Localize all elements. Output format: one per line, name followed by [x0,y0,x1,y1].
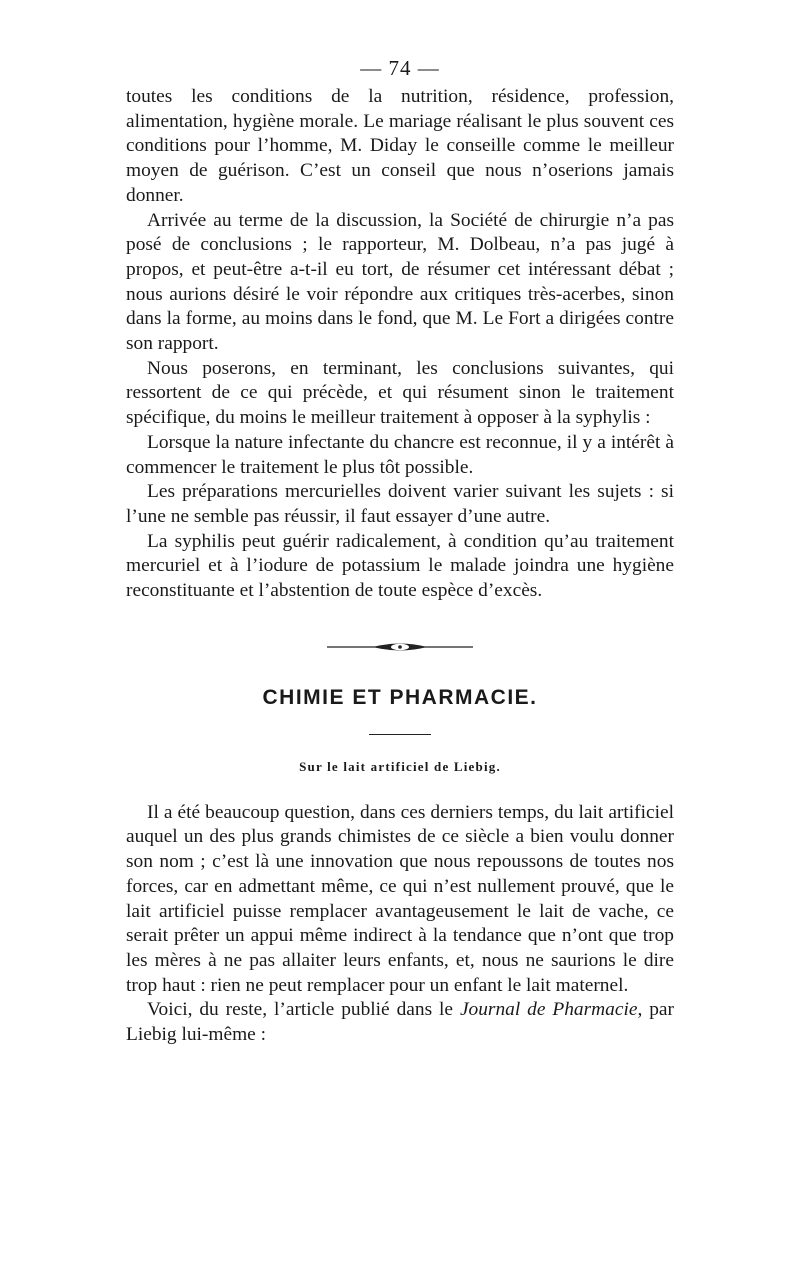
title-rule [369,734,431,735]
paragraph-discussion: Arrivée au terme de la discussion, la Société de chirurgie n’a pas posé de conclusions ; le rapporteur, M. Dolbeau, n’a pas jugé à propos, et peut-être a-t-il eu tort, de résumer cet intéressant débat ; nous aurions désiré le voir répondre aux critiques très-acerbes, sinon dans la forme, au moins dans le fond, que M. Le Fort a dirigées contre son rapport. [126,209,674,355]
page-number: — 74 — [360,56,440,80]
paragraph-conclusions-intro: Nous poserons, en terminant, les conclusions suivantes, qui ressortent de ce qui précède, et qui résument sinon le traitement spécifique, du moins le meilleur traitement à opposer à la syphylis : [126,357,674,429]
paragraph-continuation: toutes les conditions de la nutrition, résidence, profession, alimentation, hygiène morale. Le mariage réalisant le plus souvent ces conditions pour l’homme, M. Diday le conseille comme le meilleur moyen de guérison. C’est un conseil que nous n’oserions jamais donner. [126,86,674,206]
ornament-divider [325,640,475,654]
article-intro-start: Voici, du reste, l’article publié dans le [147,999,460,1021]
book-page [126,55,674,1048]
section-body [126,801,674,1048]
journal-title: Journal de Pharmacie [459,999,638,1021]
section-title: CHIMIE ET PHARMACIE. [262,685,538,709]
paragraph-conclusion-3: La syphilis peut guérir radicalement, à condition qu’au traitement mercuriel et à l’iodure de potassium le malade joindra une hygiène reconstituante et l’abstention de toute espèce d’excès. [126,530,674,602]
paragraph-conclusion-2: Les préparations mercurielles doivent varier suivant les sujets : si l’une ne semble pas réussir, il faut essayer d’une autre. [126,481,674,527]
paragraph-artificial-milk: Il a été beaucoup question, dans ces derniers temps, du lait artificiel auquel un des plus grands chimistes de ce siècle a bien voulu donner son nom ; c’est là une innovation que nous repoussons de toutes nos forces, car en admettant même, ce qui n’est nullement prouvé, que le lait artificiel puisse remplacer avantageusement le lait de vache, ce serait prêter un appui même indirect à la tendance que n’ont que trop les mères à ne pas allaiter leurs enfants, et, nous ne saurions le dire trop haut : rien ne peut remplacer pour un enfant le lait maternel. [126,801,674,996]
section-subtitle: Sur le lait artificiel de Liebig. [299,758,501,774]
article-intro-end: , par Liebig lui-même : [126,999,674,1046]
paragraph-conclusion-1: Lorsque la nature infectante du chancre est reconnue, il y a intérêt à commencer le traitement le plus tôt possible. [126,431,674,478]
paragraph-article-intro [126,998,674,1047]
